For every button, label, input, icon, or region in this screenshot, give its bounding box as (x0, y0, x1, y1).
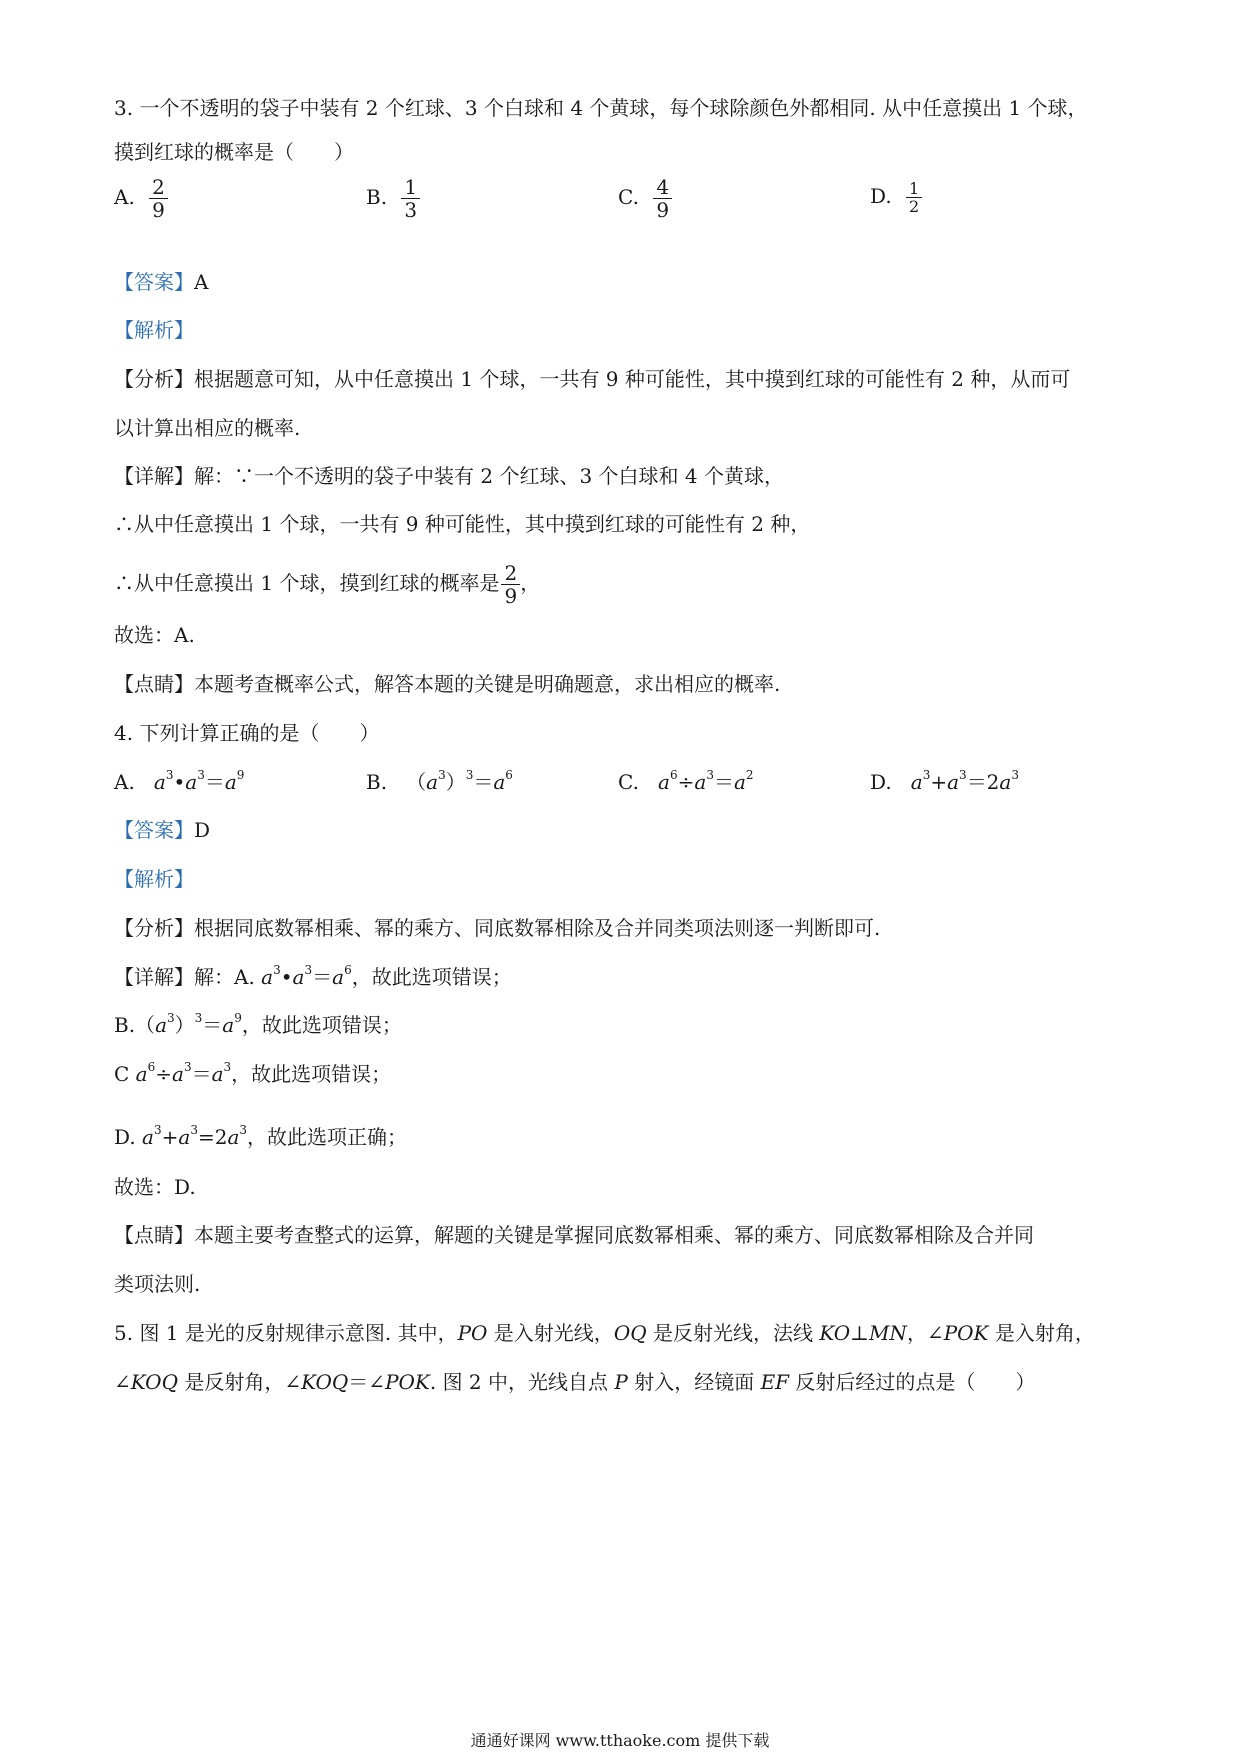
answer-value: A (194, 270, 209, 294)
option-letter: A. (114, 185, 135, 209)
q3-xiangjie-line2: ∴从中任意摸出 1 个球，一共有 9 种可能性，其中摸到红球的可能性有 2 种， (114, 512, 811, 536)
q3-fenxi-line2: 以计算出相应的概率. (114, 416, 301, 440)
q4-xiangjie-d: D. $a^3+a^3=2a^3$，故此选项正确； (114, 1123, 408, 1149)
q3-option-c (618, 176, 672, 221)
q4-option-a: A. $a^3•a^3=a^9$ (114, 768, 245, 794)
q4-xiangjie-c: C $a^6\div a^3=a^3$，故此选项错误； (114, 1060, 392, 1086)
q3-xiangjie-line3: ∴从中任意摸出 1 个球，摸到红球的概率是 $\frac{2}{9}$ ， (114, 561, 541, 608)
option-letter: D. (870, 184, 892, 208)
q3-choose: 故选：A. (114, 623, 195, 647)
q4-stem: 4. 下列计算正确的是（ ） (114, 721, 380, 745)
probability-fraction: $\frac{2}{9}$ (501, 562, 520, 607)
q4-fenxi: 【分析】根据同底数幂相乘、幂的乘方、同底数幂相除及合并同类项法则逐一判断即可. (114, 916, 881, 940)
option-letter: C. (618, 185, 639, 209)
q3-fenxi-line1: 【分析】根据题意可知，从中任意摸出 1 个球，一共有 9 种可能性，其中摸到红球的可能性有 2 种，从而可 (114, 367, 1071, 391)
q5-stem-line2: ∠KOQ 是反射角，∠KOQ＝∠POK. 图 2 中，光线自点 P 射入，经镜面 EF 反射后经过的点是（ ） (114, 1370, 1036, 1394)
page-footer: 通通好课网 www.tthaoke.com 提供下载 (470, 1731, 770, 1750)
option-fraction: $\frac{2}{9}$ (149, 176, 168, 221)
q4-choose: 故选：D. (114, 1175, 196, 1199)
q3-stem-line2: 摸到红球的概率是（ ） (114, 140, 354, 164)
option-fraction: $\frac{1}{2}$ (906, 180, 922, 215)
option-fraction: $\frac{4}{9}$ (653, 176, 672, 221)
answer-value: D (194, 818, 211, 842)
q3-option-b (366, 176, 420, 221)
option-letter: B. (366, 185, 388, 209)
answer-tag: 【答案】 (114, 270, 194, 294)
q4-dianjing-line2: 类项法则. (114, 1272, 201, 1296)
q3-answer (114, 270, 208, 294)
q3-stem-line1: 3. 一个不透明的袋子中装有 2 个红球、3 个白球和 4 个黄球，每个球除颜色外都相同. 从中任意摸出 1 个球， (114, 96, 1088, 120)
q4-answer (114, 818, 210, 842)
option-fraction: $\frac{1}{3}$ (401, 176, 420, 221)
q4-option-d: D. $a^3+a^3=2a^3$ (870, 768, 1019, 794)
q3-option-a (114, 176, 168, 221)
q4-option-c: C. $a^6\div a^3=a^2$ (618, 768, 754, 794)
q4-xiangjie-a: 【详解】解：A. $a^3•a^3=a^6$，故此选项错误； (114, 963, 512, 989)
answer-tag: 【答案】 (114, 818, 194, 842)
q3-dianjing: 【点睛】本题考查概率公式，解答本题的关键是明确题意，求出相应的概率. (114, 672, 781, 696)
q3-xiangjie-line1: 【详解】解：∵一个不透明的袋子中装有 2 个红球、3 个白球和 4 个黄球， (114, 464, 784, 488)
q4-analysis-tag: 【解析】 (114, 867, 194, 891)
q3-option-d (870, 180, 922, 215)
q4-option-b: B. $(a^3)^3=a^6$ (366, 768, 513, 794)
q4-dianjing-line1: 【点睛】本题主要考查整式的运算，解题的关键是掌握同底数幂相乘、幂的乘方、同底数幂相除及合并同 (114, 1223, 1034, 1247)
q5-stem-line1: 5. 图 1 是光的反射规律示意图. 其中，PO 是入射光线，OQ 是反射光线，法线 KO⊥MN，∠POK 是入射角， (114, 1321, 1095, 1345)
q4-xiangjie-b: $B.(a^3)^3=a^9$，故此选项错误； (114, 1011, 402, 1037)
q3-analysis-tag: 【解析】 (114, 318, 194, 342)
